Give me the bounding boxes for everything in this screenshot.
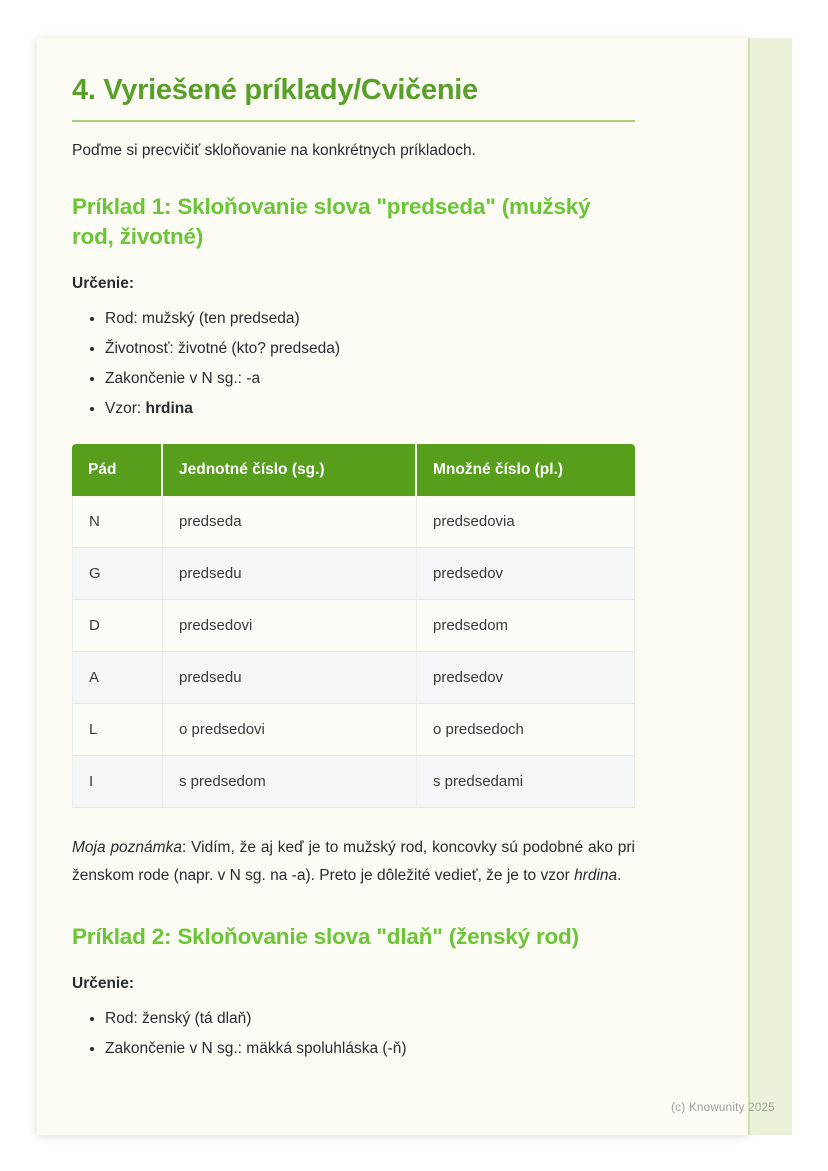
example1-label: Určenie: <box>72 274 135 292</box>
list-item: • Životnosť: životné (kto? predseda) <box>105 340 635 358</box>
list-item: • Rod: ženský (tá dlaň) <box>105 1010 635 1028</box>
table-row: A predsedu predsedov <box>72 652 635 704</box>
list-item: • Rod: mužský (ten predseda) <box>105 310 635 328</box>
example1-heading: Príklad 1: Skloňovanie slova "predseda" (mužský rod, životné) <box>72 194 591 249</box>
declension-table <box>72 444 635 808</box>
list-item: • Vzor: hrdina <box>105 400 635 418</box>
example1-bullet-list <box>72 310 635 418</box>
example2-label: Určenie: <box>72 974 135 992</box>
table-header-cell: Pád <box>72 444 163 496</box>
table-header <box>72 444 635 496</box>
list-item: • Zakončenie v N sg.: mäkká spoluhláska (-ň) <box>105 1040 635 1058</box>
document-content <box>37 74 748 1058</box>
side-accent-bar <box>748 38 792 1135</box>
list-item: • Zakončenie v N sg.: -a <box>105 370 635 388</box>
example2-bullet-list <box>72 1010 635 1058</box>
example2-heading: Príklad 2: Skloňovanie slova "dlaň" (ženský rod) <box>72 923 579 949</box>
table-header-cell: Jednotné číslo (sg.) <box>163 444 417 496</box>
copyright-text: (c) Knowunity 2025 <box>671 1102 775 1114</box>
table-row: G predsedu predsedov <box>72 548 635 600</box>
table-row: N predseda predsedovia <box>72 496 635 548</box>
note-paragraph: Moja poznámka: Vidím, že aj keď je to mužský rod, koncovky sú podobné ako pri ženskom rode (napr. v N sg. na -a). Preto je dôležité vedieť, že je to vzor hrdina. <box>72 838 636 884</box>
intro-paragraph: Poďme si precvičiť skloňovanie na konkrétnych príkladoch. <box>72 142 476 159</box>
section-title: 4. Vyriešené príklady/Cvičenie <box>72 74 635 122</box>
table-row: D predsedovi predsedom <box>72 600 635 652</box>
document-page <box>37 38 748 1135</box>
table-row: I s predsedom s predsedami <box>72 756 635 808</box>
table-row: L o predsedovi o predsedoch <box>72 704 635 756</box>
table-header-cell: Množné číslo (pl.) <box>417 444 635 496</box>
